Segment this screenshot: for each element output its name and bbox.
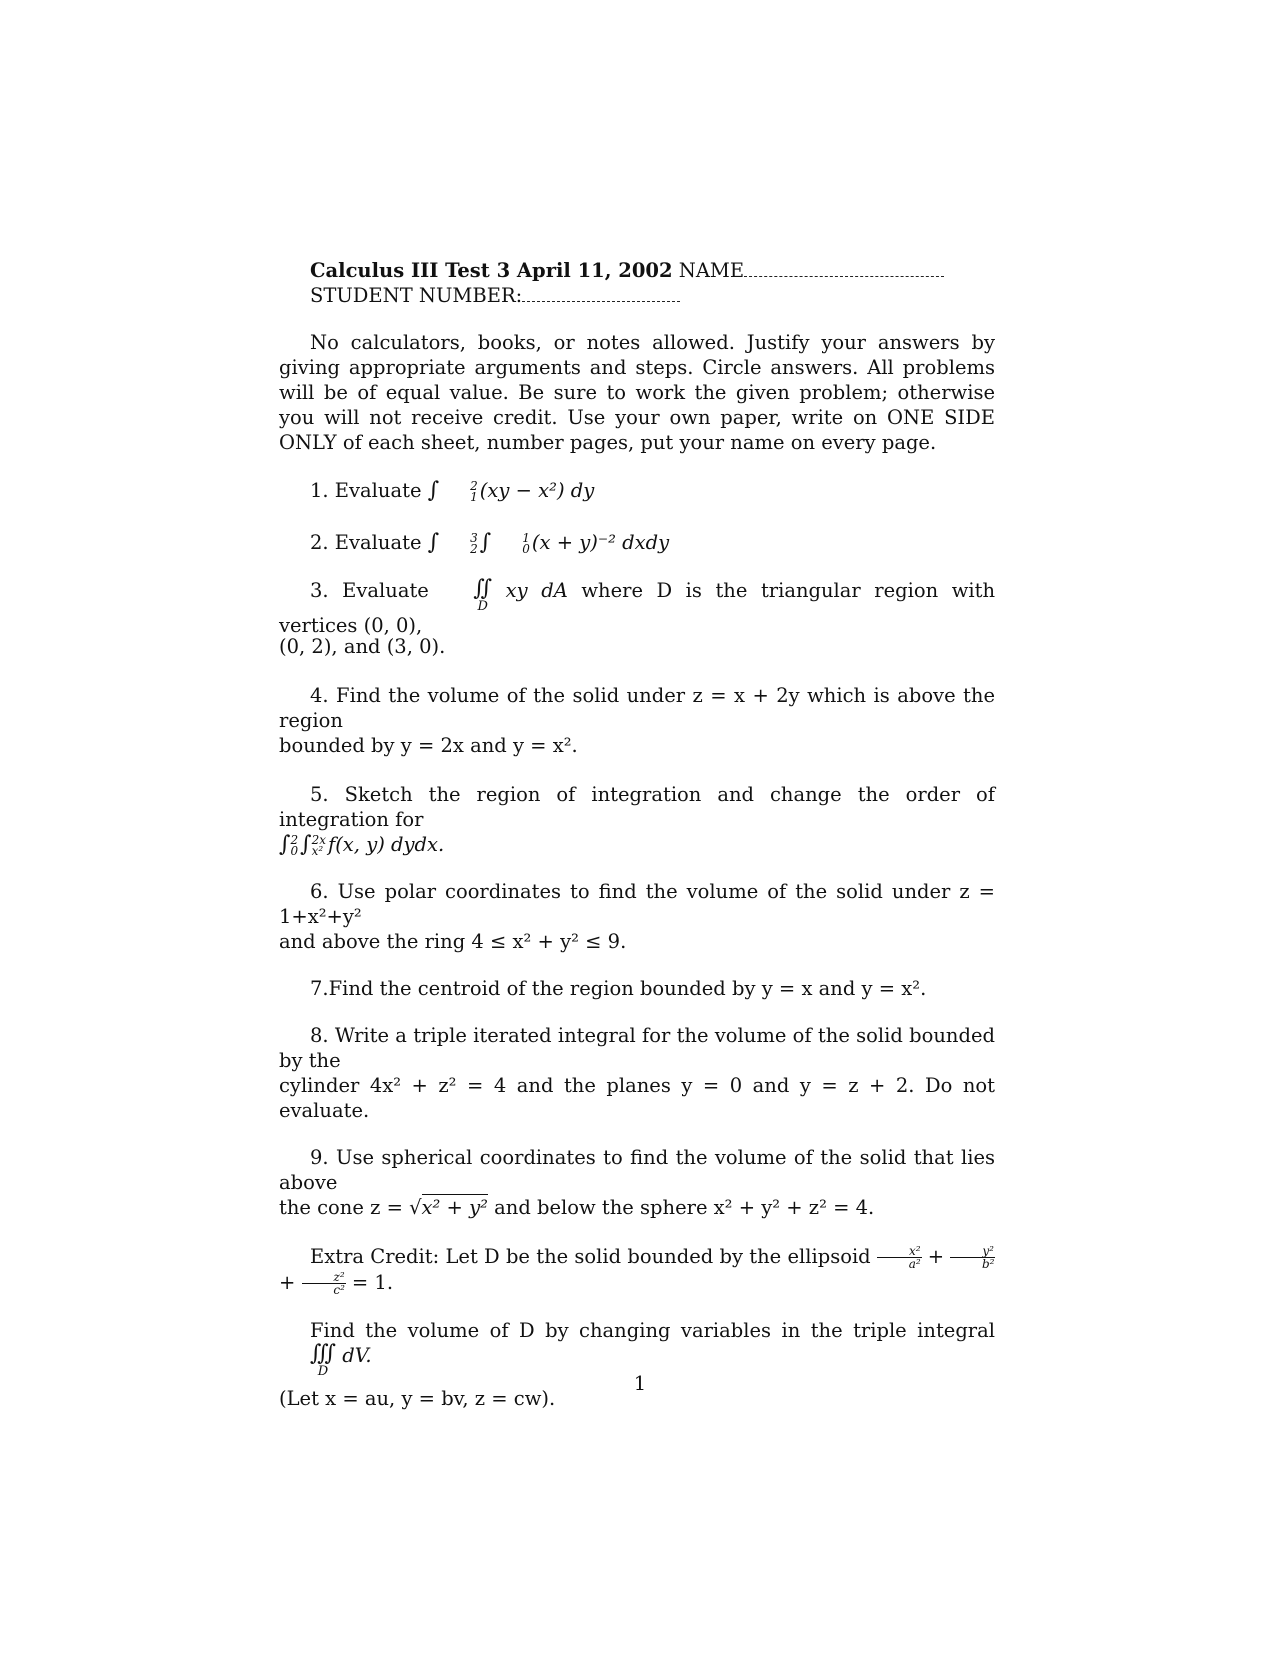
extra-credit-line-2: Find the volume of D by changing variables in the triple integral ∭ D dV. [310, 1319, 995, 1379]
problem-2: 2. Evaluate ∫ 3 2 ∫ 1 0 (x + y)⁻² dxdy [310, 530, 670, 556]
problem-1-integrand: (xy − x²) dy [479, 479, 595, 502]
problem-8: 8. Write a triple iterated integral for the volume of the solid bounded by the cylinder 4x² + z² = 4 and the planes y = 0 and y = z + 2. Do not evaluate. [279, 1024, 995, 1122]
instructions: No calculators, books, or notes allowed. Justify your answers by giving appropriate arguments and steps. Circle answers. All problems will be of equal value. Be sure to work the given problem; otherwise you will not receive credit. Use your own paper, write on ONE SIDE ONLY of each sheet, number pages, put your name on every page. [279, 331, 995, 454]
problem-2-integrand: (x + y)⁻² dxdy [531, 531, 670, 554]
problem-1 [279, 478, 995, 503]
problem-3: 3. Evaluate ∬ D xy dA where D is the triangular region with vertices (0, 0), [279, 576, 996, 637]
page-number: 1 [633, 1372, 647, 1395]
problem-6: 6. Use polar coordinates to find the volume of the solid under z = 1+x²+y² and above the ring 4 ≤ x² + y² ≤ 9. [279, 880, 995, 953]
problem-9: 9. Use spherical coordinates to find the volume of the solid that lies above the cone z = √x² + y² and below the sphere x² + y² + z² = 4. [279, 1146, 995, 1219]
problem-3-label: 3. Evaluate [310, 579, 429, 602]
name-label: NAME [678, 259, 745, 282]
extra-credit: Extra Credit: Let D be the solid bounded by the ellipsoid $\frac{\text{x²}}{\text{a²}}$ + $\frac{\text{y²}}{\text{b²}}$ + $\frac{\text{z²}}{\text{c²}}$ = 1. [279, 1244, 995, 1297]
student-number-label: STUDENT NUMBER: [310, 284, 523, 307]
problem-1-label: 1. Evaluate [310, 479, 422, 502]
header-line-1 [310, 258, 995, 283]
problem-4: 4. Find the volume of the solid under z = x + 2y which is above the region bounded by y = 2x and y = x². [279, 684, 995, 757]
integral-sign: ∫ [427, 478, 440, 503]
problem-5: 5. Sketch the region of integration and change the order of integration for [279, 783, 995, 831]
sqrt-sign: √ [409, 1196, 422, 1219]
header-line-2 [310, 283, 995, 308]
exam-title: Calculus III Test 3 April 11, 2002 [310, 259, 673, 282]
name-blank[interactable] [744, 259, 944, 277]
problem-7: 7.Find the centroid of the region bounded by y = x and y = x². [310, 977, 927, 1000]
problem-3-cont: (0, 2), and (3, 0). [279, 635, 446, 658]
exam-page [279, 258, 995, 1411]
extra-credit-line-3: (Let x = au, y = bv, z = cw). [279, 1387, 556, 1410]
problem-2-label: 2. Evaluate [310, 531, 422, 554]
limits: 2 1 [470, 478, 478, 504]
student-number-blank[interactable] [522, 284, 680, 302]
problem-5-cont: ∫ 2 0 ∫ 2x x² f(x, y) dydx. [279, 832, 445, 858]
